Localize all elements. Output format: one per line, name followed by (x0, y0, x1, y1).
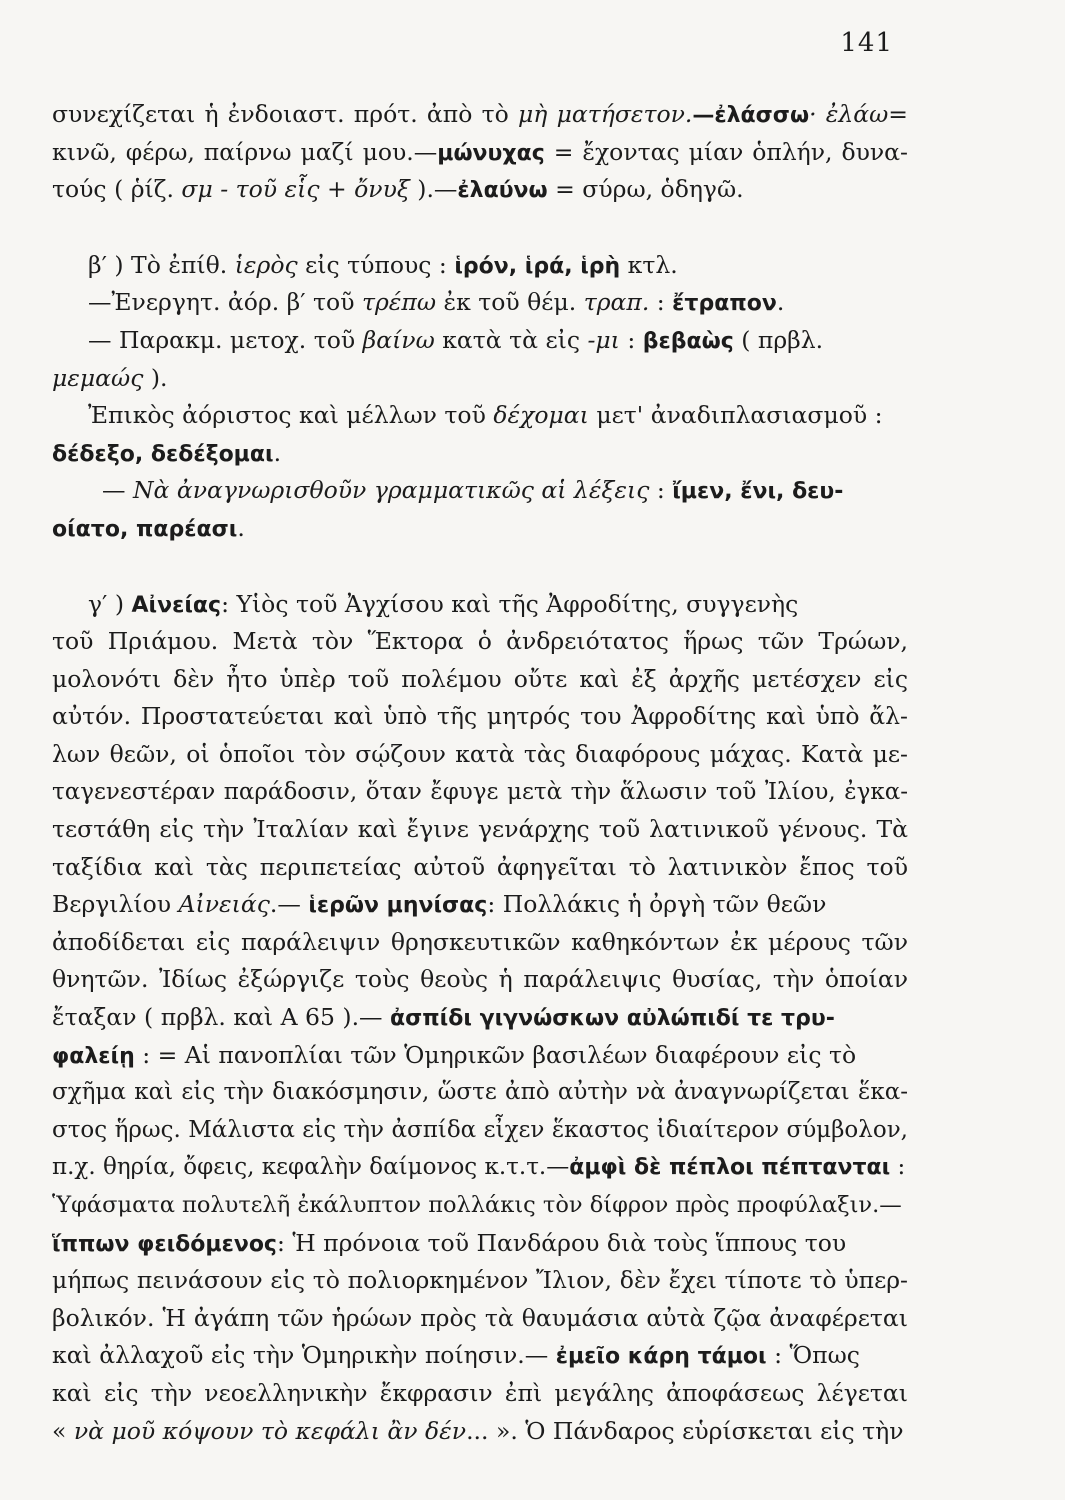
text-line: δέδεξο, δεδέξομαι. (52, 438, 282, 467)
text-line: Ἐπικὸς ἀόριστος καὶ μέλλων τοῦ δέχομαι μετ' ἀναδιπλασιασμοῦ : (88, 401, 883, 430)
paragraph-gap (52, 548, 908, 586)
text-line: μήπως πεινάσουν εἰς τὸ πολιορκημένον Ἴλιον, δὲν ἔχει τίποτε τὸ ὑπερ- (52, 1266, 908, 1295)
page-number: 141 (840, 28, 893, 58)
text-line: οίατο, παρέασι. (52, 513, 245, 542)
text-line: — Παρακμ. μετοχ. τοῦ βαίνω κατὰ τὰ εἰς -μι : βεβαὼς ( πρβλ. (88, 325, 824, 354)
text-line: π.χ. θηρία, ὄφεις, κεφαλὴν δαίμονος κ.τ.τ.—ἀμφὶ δὲ πέπλοι πέπτανται : (52, 1154, 906, 1181)
text-line: κινῶ, φέρω, παίρνω μαζί μου.—μώνυχας = ἔχοντας μίαν ὁπλήν, δυνα- (52, 137, 908, 166)
text-line: καὶ εἰς τὴν νεοελληνικὴν ἔκφρασιν ἐπὶ μεγάλης ἀποφάσεως λέγεται (52, 1379, 908, 1407)
text-line: τεστάθη εἰς τὴν Ἰταλίαν καὶ ἔγινε γενάρχης τοῦ λατινικοῦ γένους. Τὰ (52, 815, 908, 844)
text-line: μολονότι δὲν ἦτο ὑπὲρ τοῦ πολέμου οὔτε καὶ ἐξ ἀρχῆς μετέσχεν εἰς (52, 664, 908, 693)
text-line: —Ἐνεργητ. ἀόρ. β′ τοῦ τρέπω ἐκ τοῦ θέμ. τραπ. : ἔτραπον. (88, 288, 785, 317)
text-line: σχῆμα καὶ εἰς τὴν διακόσμησιν, ὥστε ἀπὸ αὐτὴν νὰ ἀναγνωρίζεται ἕκα- (52, 1079, 908, 1106)
text-line: τοῦ Πριάμου. Μετὰ τὸν Ἕκτορα ὁ ἀνδρειότατος ἥρως τῶν Τρώων, (52, 627, 908, 656)
text-line: ἵππων φειδόμενος: Ἡ πρόνοια τοῦ Πανδάρου διὰ τοὺς ἵππους του (52, 1228, 847, 1257)
text-line: μεμαώς ). (52, 363, 168, 392)
text-line: στος ἥρως. Μάλιστα εἰς τὴν ἀσπίδα εἶχεν ἕκαστος ἰδιαίτερον σύμβολον, (52, 1116, 908, 1143)
text-line: — Νὰ ἀναγνωρισθοῦν γραμματικῶς αἱ λέξεις : ἴμεν, ἔνι, δευ- (102, 476, 844, 505)
text-line: ταγενεστέραν παράδοσιν, ὅταν ἔφυγε μετὰ τὴν ἅλωσιν τοῦ Ἰλίου, ἐγκα- (52, 778, 908, 805)
text-line: ἀποδίδεται εἰς παράλειψιν θρησκευτικῶν καθηκόντων ἐκ μέρους τῶν (52, 927, 908, 956)
text-line: καὶ ἀλλαχοῦ εἰς τὴν Ὁμηρικὴν ποίησιν.— ἐμεῖο κάρη τάμοι : Ὅπως (52, 1341, 860, 1370)
text-line: βολικόν. Ἡ ἀγάπη τῶν ἡρώων πρὸς τὰ θαυμάσια αὐτὰ ζῷα ἀναφέρεται (52, 1303, 908, 1332)
text-line: Ὑφάσματα πολυτελῆ ἐκάλυπτον πολλάκις τὸν δίφρον πρὸς προφύλαξιν.— (52, 1192, 902, 1219)
text-line: « νὰ μοῦ κόψουν τὸ κεφάλι ἂν δέν... ». Ὁ Πάνδαρος εὑρίσκεται εἰς τὴν (52, 1416, 904, 1445)
text-line: τούς ( ῥίζ. σμ - τοῦ εἷς + ὄνυξ ).—ἐλαύνω = σύρω, ὁδηγῶ. (52, 175, 744, 204)
text-line: λων θεῶν, οἱ ὁποῖοι τὸν σῴζουν κατὰ τὰς διαφόρους μάχας. Κατὰ με- (52, 739, 908, 768)
text-line: Βεργιλίου Αἰνειάς.— ἱερῶν μηνίσας: Πολλάκις ἡ ὀργὴ τῶν θεῶν (52, 890, 827, 919)
text-line: ταξίδια καὶ τὰς περιπετείας αὐτοῦ ἀφηγεῖται τὸ λατινικὸν ἔπος τοῦ (52, 852, 908, 881)
text-line: θνητῶν. Ἰδίως ἐξώργιζε τοὺς θεοὺς ἡ παράλειψις θυσίας, τὴν ὁποίαν (52, 965, 908, 994)
text-line: συνεχίζεται ἡ ἐνδοιαστ. πρότ. ἀπὸ τὸ μὴ ματήσετον.—ἐλάσσω· ἐλάω= (52, 100, 908, 128)
text-line: γ′ ) Αἰνείας: Υἱὸς τοῦ Ἀγχίσου καὶ τῆς Ἀφροδίτης, συγγενὴς (88, 589, 799, 618)
text-line: φαλείῃ : = Αἱ πανοπλίαι τῶν Ὁμηρικῶν βασιλέων διαφέρουν εἰς τὸ (52, 1040, 857, 1069)
page-body (52, 96, 908, 1450)
text-line: ἔταξαν ( πρβλ. καὶ Α 65 ).— ἀσπίδι γιγνώσκων αὐλώπιδί τε τρυ- (52, 1003, 835, 1032)
text-line: αὐτόν. Προστατεύεται καὶ ὑπὸ τῆς μητρός του Ἀφροδίτης καὶ ὑπὸ ἄλ- (52, 702, 908, 731)
paragraph-gap (52, 209, 908, 247)
text-line: β′ ) Τὸ ἐπίθ. ἱερὸς εἰς τύπους : ἱρόν, ἱρά, ἱρὴ κτλ. (88, 250, 678, 279)
